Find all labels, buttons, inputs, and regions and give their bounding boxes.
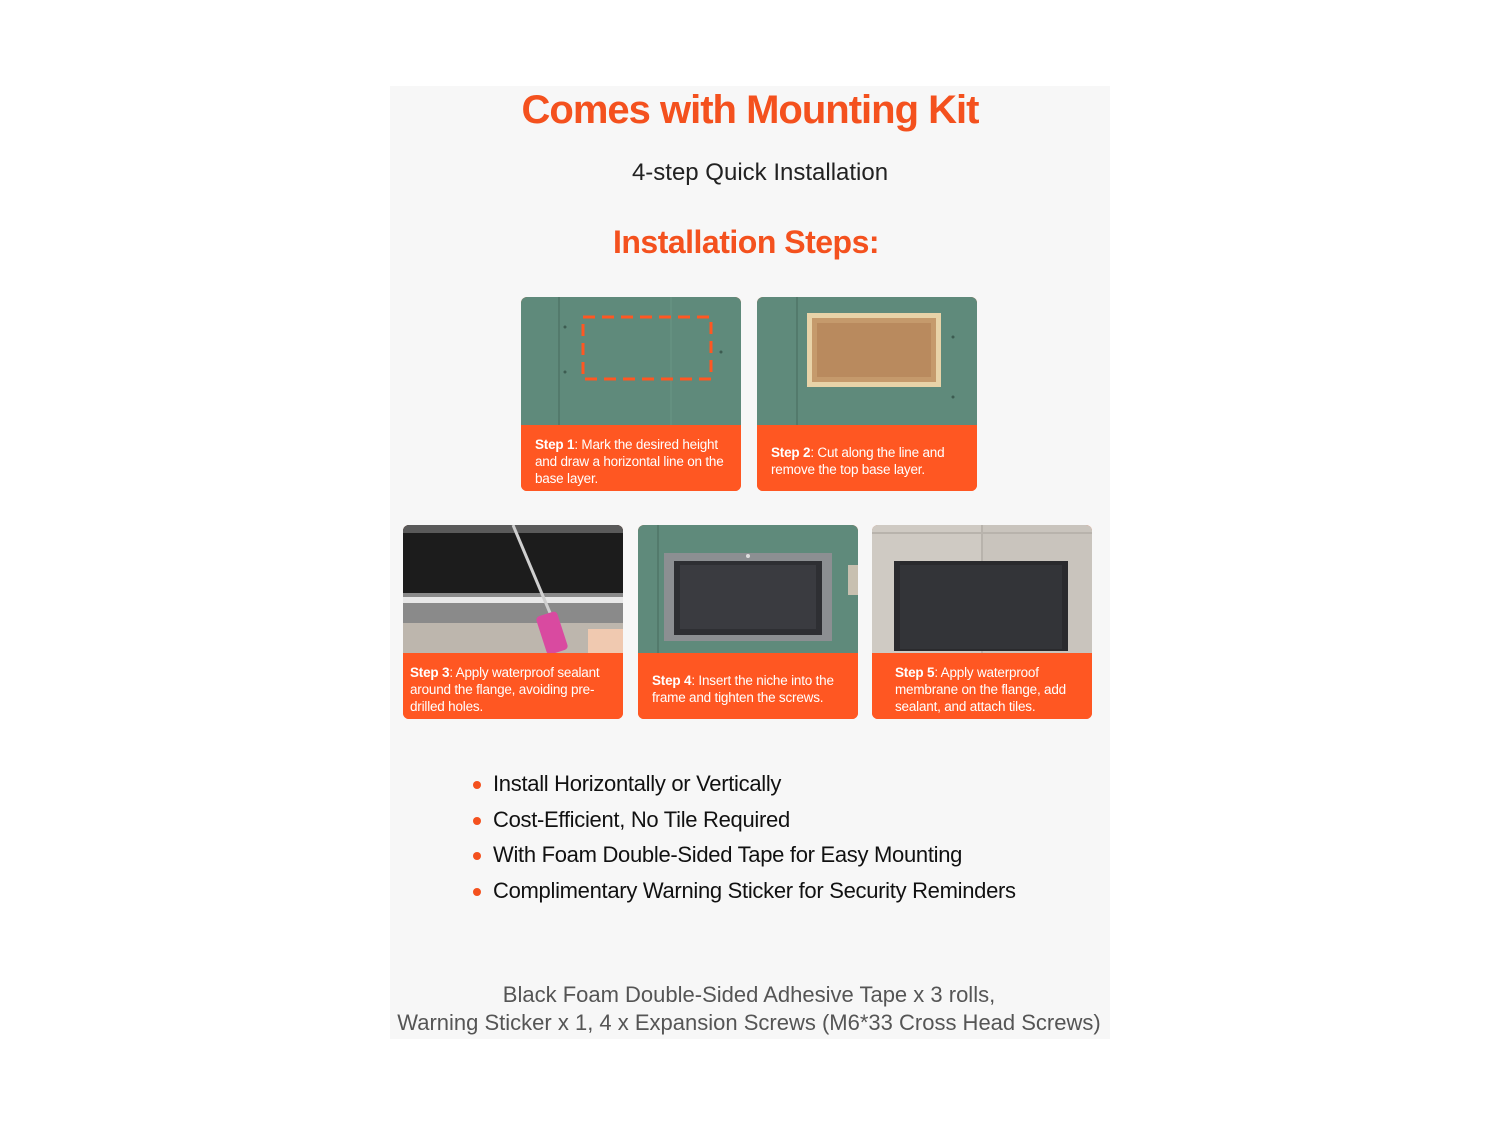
- step-4-label: Step 4: [652, 673, 692, 688]
- bullet-dot-icon: [473, 852, 481, 860]
- step-5-caption: [872, 653, 1092, 719]
- feature-item: [472, 875, 1016, 911]
- feature-text: With Foam Double-Sided Tape for Easy Mounting: [493, 842, 963, 867]
- step-1-caption: [521, 425, 741, 491]
- step-card-3: [403, 525, 623, 719]
- feature-item: [472, 839, 1016, 875]
- bullet-dot-icon: [473, 781, 481, 789]
- kit-contents-line-2: Warning Sticker x 1, 4 x Expansion Screws (M6*33 Cross Head Screws): [397, 1010, 1101, 1035]
- step-2-text: : Cut along the line and remove the top base layer.: [771, 445, 945, 477]
- step-1-photo: [521, 297, 741, 425]
- step-card-1: [521, 297, 741, 491]
- step-2-photo: [757, 297, 977, 425]
- bullet-dot-icon: [473, 888, 481, 896]
- step-5-label: Step 5: [895, 664, 935, 680]
- feature-text: Complimentary Warning Sticker for Security Reminders: [493, 877, 1016, 903]
- step-3-photo: [403, 525, 623, 653]
- step-4-photo: [638, 525, 858, 653]
- feature-list: [472, 768, 1016, 910]
- feature-text: Cost-Efficient, No Tile Required: [493, 806, 790, 832]
- bullet-dot-icon: [473, 817, 481, 825]
- step-card-2: [757, 297, 977, 491]
- step-4-caption: [638, 653, 858, 719]
- steps-heading: Installation Steps:: [612, 224, 880, 260]
- step-1-label: Step 1: [535, 436, 575, 452]
- step-2-label: Step 2: [771, 445, 811, 460]
- feature-item: [472, 804, 1016, 840]
- step-3-label: Step 3: [410, 664, 450, 680]
- step-1-text: : Mark the desired height and draw a horizontal line on the base layer.: [535, 436, 724, 486]
- step-5-photo: [872, 525, 1092, 653]
- step-2-caption: [757, 425, 977, 491]
- kit-contents-line-1: Black Foam Double-Sided Adhesive Tape x 3 rolls,: [502, 982, 996, 1007]
- step-3-text: : Apply waterproof sealant around the flange, avoiding pre-drilled holes.: [410, 664, 600, 714]
- step-card-4: [638, 525, 858, 719]
- feature-text: Install Horizontally or Vertically: [493, 771, 782, 796]
- step-3-caption: [403, 653, 623, 719]
- page-title: Comes with Mounting Kit: [521, 88, 979, 132]
- kit-contents: [0, 981, 1498, 1037]
- subtitle: 4-step Quick Installation: [631, 159, 889, 186]
- step-4-text: : Insert the niche into the frame and tighten the screws.: [652, 673, 834, 705]
- feature-item: [472, 768, 1016, 804]
- step-5-text: : Apply waterproof membrane on the flange, add sealant, and attach tiles.: [895, 664, 1066, 714]
- step-card-5: [872, 525, 1092, 719]
